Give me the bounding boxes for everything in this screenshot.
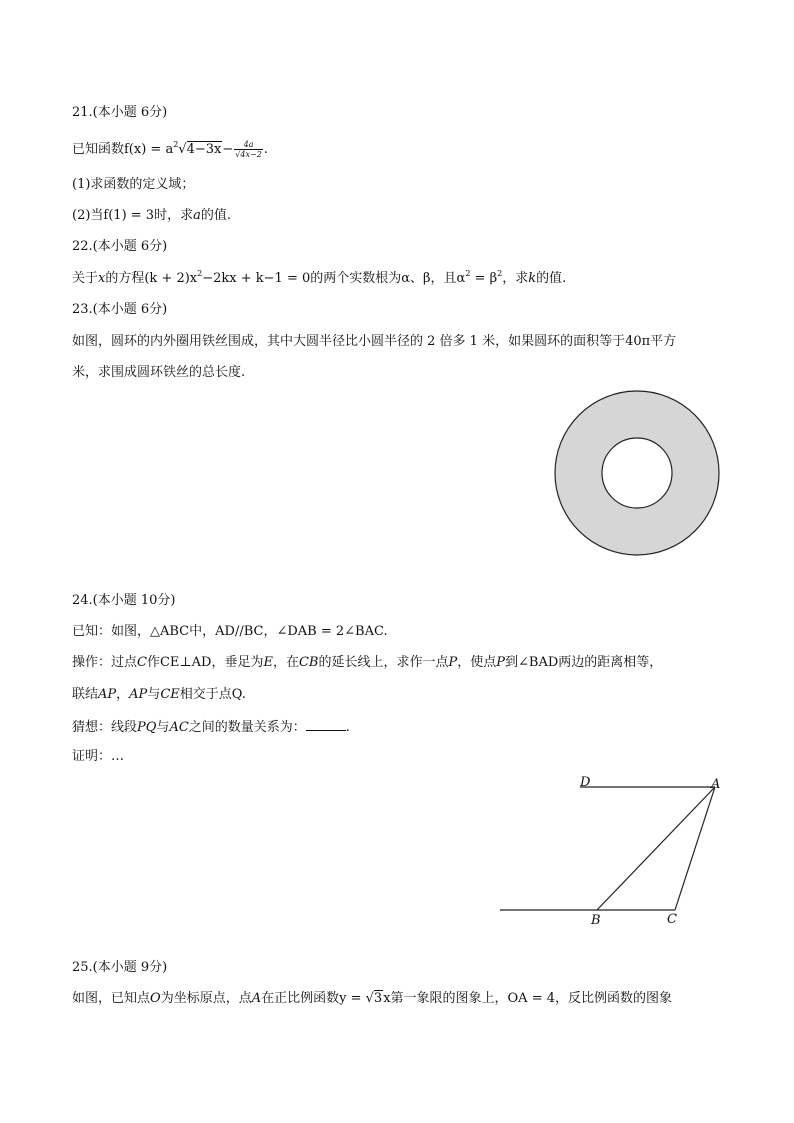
q25-text-b: 为坐标原点，点 [160, 991, 252, 1006]
q21-fraction [234, 140, 263, 159]
q21-part2 [72, 207, 231, 225]
label-C: C [667, 912, 677, 927]
q24-link-d: 相交于点Q. [179, 687, 246, 702]
q21-frac-numerator: 4a [234, 140, 263, 150]
q24-operation [72, 654, 662, 672]
q25-text-a: 如图，已知点 [72, 991, 151, 1006]
q24-guess-PQ: PQ [137, 720, 157, 735]
q24-link [72, 686, 246, 704]
q24-op-P2: P [496, 655, 505, 670]
q23-line1: 如图，圆环的内外圈用铁丝围成，其中大圆半径比小圆半径的 2 倍多 1 米，如果圆环的面积等于40π平方 [72, 334, 677, 349]
sqrt-sign-icon: √ [365, 991, 374, 1006]
segment-AC [675, 787, 715, 910]
q22-sup3: 2 [497, 269, 503, 278]
q24-op-E: E [263, 655, 273, 670]
q22-text-f: 的值. [536, 271, 567, 286]
q24-guess [72, 717, 350, 737]
label-D: D [580, 775, 591, 790]
q24-guess-a: 猜想：线段 [72, 720, 138, 735]
label-B: B [591, 913, 601, 928]
q21-exponent: 2 [173, 140, 179, 149]
q24-op-d: 的延长线上，求作一点 [318, 655, 449, 670]
q23-line2: 米，求围成圆环铁丝的总长度. [72, 365, 246, 380]
q21-frac-den-radicand: 4x−2 [240, 150, 262, 159]
ring-figure [550, 386, 724, 560]
q24-op-a: 操作：过点 [72, 655, 138, 670]
q24-op-c: ，在 [272, 655, 299, 670]
q21-minus: − [222, 142, 234, 157]
sqrt-sign-icon: √ [178, 142, 187, 157]
q22-text-b: 的方程(k + 2)x [105, 271, 198, 286]
q22-stem [72, 270, 566, 289]
q22-text-e: ，求 [502, 271, 529, 286]
q24-guess-AC: AC [169, 720, 189, 735]
q21-header: 21.(本小题 6分) [72, 105, 168, 120]
q21-frac-denominator: √4x−2 [235, 150, 262, 159]
q24-link-AP2: AP [129, 687, 148, 702]
q22-header: 22.(本小题 6分) [72, 239, 168, 254]
q24-guess-b: 与 [156, 720, 170, 735]
q25-text-c: 在正比例函数y = [261, 991, 366, 1006]
q24-op-C: C [137, 655, 147, 670]
q21-part2-end: 的值. [200, 208, 231, 223]
q24-op-f: 到∠BAD两边的距离相等， [505, 655, 663, 670]
q24-op-e: ，使点 [457, 655, 497, 670]
q22-text-a: 关于 [72, 271, 99, 286]
q21-stem [72, 140, 268, 160]
q24-link-CE: CE [160, 687, 180, 702]
q21-radicand: 4−3x [186, 142, 222, 157]
q22-text-d: = β [470, 271, 498, 286]
q24-op-CB: CB [298, 655, 319, 670]
q22-sup2: 2 [465, 269, 471, 278]
q24-op-b: 作CE⊥AD，垂足为 [146, 655, 264, 670]
q25-var-O: O [150, 991, 161, 1006]
q25-text-d: x第一象限的图象上，OA = 4，反比例函数的图象 [383, 991, 672, 1006]
inner-circle [602, 438, 672, 508]
q24-link-AP: AP [98, 687, 117, 702]
q24-known: 已知：如图，△ABC中，AD//BC，∠DAB = 2∠BAC. [72, 624, 388, 639]
q21-stem-end: . [263, 142, 268, 157]
label-A: A [711, 777, 721, 792]
q24-guess-end: . [345, 720, 350, 735]
q24-header: 24.(本小题 10分) [72, 593, 176, 608]
q22-var-k: k [528, 271, 537, 286]
q21-part1: (1)求函数的定义域； [72, 177, 195, 192]
q25-header: 25.(本小题 9分) [72, 960, 168, 975]
q24-proof: 证明：… [72, 749, 125, 764]
q22-text-c: −2kx + k−1 = 0的两个实数根为α、β，且α [202, 271, 466, 286]
q25-var-A: A [251, 991, 262, 1006]
q24-guess-c: 之间的数量关系为： [188, 720, 306, 735]
q25-stem [72, 990, 672, 1008]
q22-var-x: x [98, 271, 106, 286]
q25-radicand: 3 [373, 991, 383, 1006]
q24-link-b: ， [116, 687, 130, 702]
q24-op-P: P [448, 655, 458, 670]
answer-blank[interactable] [306, 717, 346, 731]
triangle-figure [495, 770, 735, 935]
q23-header: 23.(本小题 6分) [72, 302, 168, 317]
q24-link-c: 与 [147, 687, 161, 702]
q21-part2-text: (2)当f(1) = 3时，求 [72, 208, 194, 223]
q24-link-a: 联结 [72, 687, 99, 702]
q21-part2-var: a [193, 208, 201, 223]
q21-stem-prefix: 已知函数f(x) = a [72, 142, 174, 157]
q22-sup1: 2 [197, 269, 203, 278]
segment-AB [597, 787, 715, 910]
